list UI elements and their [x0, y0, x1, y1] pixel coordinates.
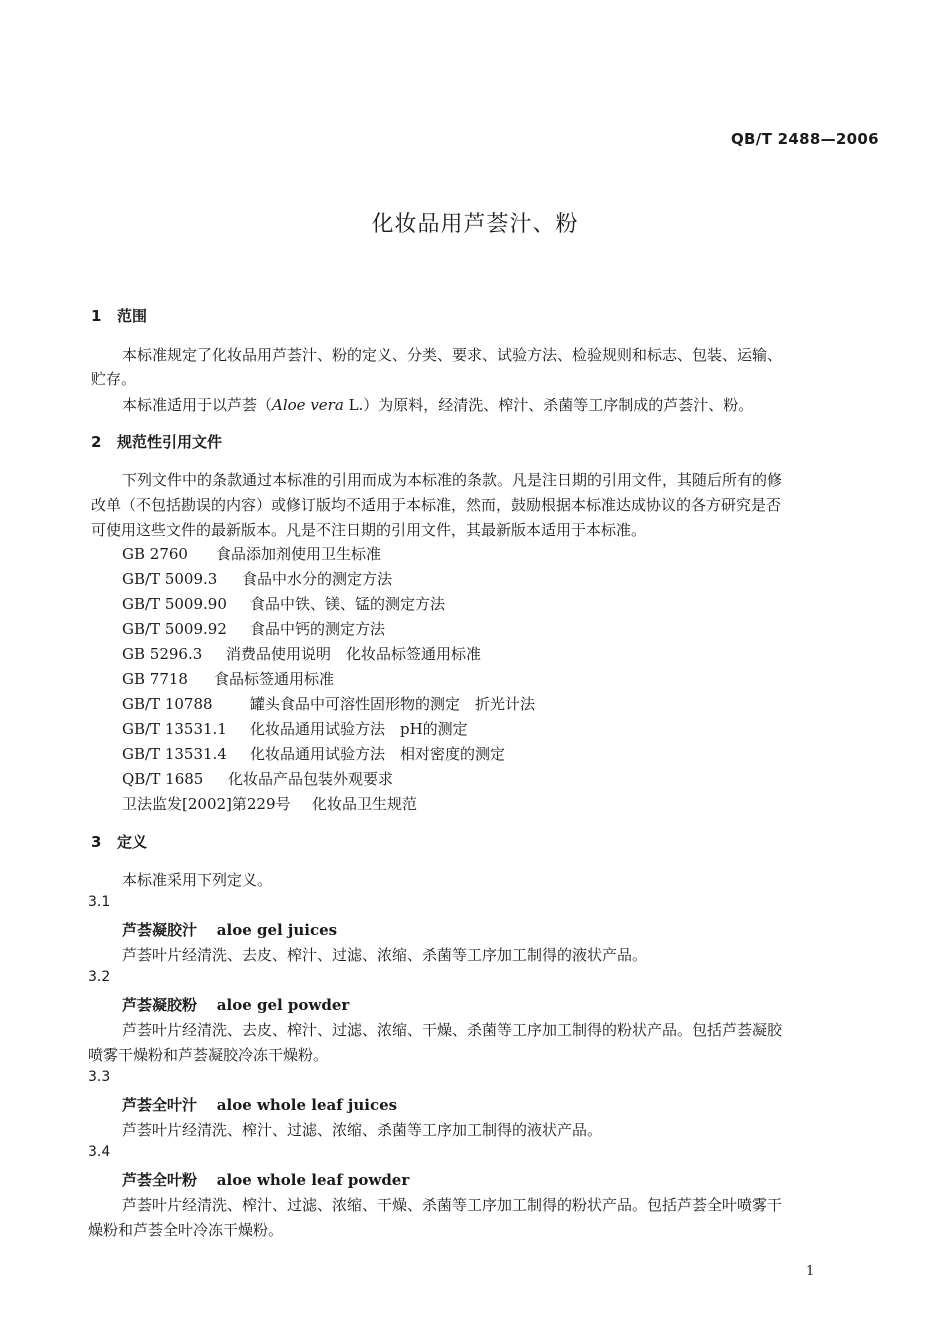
scope-para-2-text: 本标准适用于以芦荟（ [122, 396, 273, 414]
scope-para-2 [122, 393, 753, 418]
reference-code: GB/T 5009.90 [122, 595, 227, 613]
section-number: 1 [91, 307, 102, 325]
reference-code: GB/T 5009.92 [122, 620, 227, 638]
reference-title: 化妆品产品包装外观要求 [228, 770, 394, 788]
definition-number: 3.1 [88, 894, 111, 910]
reference-title: 消费品使用说明 化妆品标签通用标准 [226, 645, 482, 663]
reference-item [122, 793, 417, 814]
section-title: 范围 [117, 307, 148, 325]
reference-item [122, 768, 393, 789]
definition-text: 芦荟叶片经清洗、榨汁、过滤、浓缩、杀菌等工序加工制得的液状产品。 [122, 1121, 603, 1139]
definition-number: 3.2 [88, 969, 111, 985]
definition-text-cont: 喷雾干燥粉和芦荟凝胶冷冻干燥粉。 [88, 1046, 329, 1064]
section-number: 2 [91, 433, 102, 451]
reference-title: 食品中钙的测定方法 [250, 620, 386, 638]
definition-number: 3.3 [88, 1069, 111, 1085]
term-chinese: 芦荟凝胶汁 [122, 921, 198, 939]
reference-code: QB/T 1685 [122, 770, 204, 788]
reference-item [122, 743, 505, 764]
reference-item [122, 593, 445, 614]
definition-term [122, 918, 337, 943]
page-number: 1 [806, 1264, 815, 1279]
definition-text: 芦荟叶片经清洗、榨汁、过滤、浓缩、干燥、杀菌等工序加工制得的粉状产品。包括芦荟全叶喷雾干 [122, 1196, 783, 1214]
section-3-heading [91, 831, 147, 852]
scope-para-1-line-2: 贮存。 [91, 370, 137, 388]
reference-title: 食品中铁、镁、锰的测定方法 [250, 595, 446, 613]
refs-intro-line-3: 可使用这些文件的最新版本。凡是不注日期的引用文件，其最新版本适用于本标准。 [91, 521, 647, 539]
section-2-heading [91, 431, 222, 452]
reference-code: GB 7718 [122, 670, 188, 688]
reference-code: 卫法监发[2002]第229号 [122, 795, 291, 813]
reference-item [122, 618, 385, 639]
reference-title: 食品添加剂使用卫生标准 [216, 545, 382, 563]
reference-item [122, 693, 535, 714]
section-1-heading [91, 305, 147, 326]
term-english: aloe gel juices [216, 921, 338, 939]
reference-item [122, 718, 468, 739]
reference-title: 食品标签通用标准 [214, 670, 335, 688]
reference-item [122, 568, 392, 589]
reference-title: 化妆品通用试验方法 相对密度的测定 [250, 745, 506, 763]
term-english: aloe whole leaf powder [216, 1171, 410, 1189]
definition-term [122, 1093, 397, 1118]
term-chinese: 芦荟凝胶粉 [122, 996, 198, 1014]
scope-para-1-line-1: 本标准规定了化妆品用芦荟汁、粉的定义、分类、要求、试验方法、检验规则和标志、包装、运输、 [122, 346, 783, 364]
reference-code: GB/T 13531.1 [122, 720, 227, 738]
reference-code: GB 5296.3 [122, 645, 203, 663]
reference-code: GB/T 5009.3 [122, 570, 218, 588]
term-chinese: 芦荟全叶粉 [122, 1171, 198, 1189]
definition-number: 3.4 [88, 1144, 111, 1160]
reference-item [122, 668, 334, 689]
definition-text: 芦荟叶片经清洗、去皮、榨汁、过滤、浓缩、干燥、杀菌等工序加工制得的粉状产品。包括芦荟凝胶 [122, 1021, 783, 1039]
reference-code: GB/T 13531.4 [122, 745, 227, 763]
definition-term [122, 1168, 409, 1193]
reference-title: 食品中水分的测定方法 [242, 570, 393, 588]
section-title: 定义 [117, 833, 148, 851]
latin-name: Aloe vera [272, 396, 344, 414]
standard-code: QB/T 2488—2006 [731, 130, 879, 148]
term-english: aloe whole leaf juices [216, 1096, 398, 1114]
section-number: 3 [91, 833, 102, 851]
page-title: 化妆品用芦荟汁、粉 [371, 212, 579, 237]
definition-term [122, 993, 349, 1018]
scope-para-2-text-end: L.）为原料，经清洗、榨汁、杀菌等工序制成的芦荟汁、粉。 [343, 396, 754, 414]
definition-text: 芦荟叶片经清洗、去皮、榨汁、过滤、浓缩、杀菌等工序加工制得的液状产品。 [122, 946, 648, 964]
term-chinese: 芦荟全叶汁 [122, 1096, 198, 1114]
reference-title: 罐头食品中可溶性固形物的测定 折光计法 [250, 695, 536, 713]
reference-title: 化妆品卫生规范 [312, 795, 418, 813]
reference-code: GB/T 10788 [122, 695, 213, 713]
definitions-intro: 本标准采用下列定义。 [122, 871, 273, 889]
reference-title: 化妆品通用试验方法 pH的测定 [250, 720, 468, 738]
refs-intro-line-1: 下列文件中的条款通过本标准的引用而成为本标准的条款。凡是注日期的引用文件，其随后所有的修 [122, 471, 783, 489]
refs-intro-line-2: 改单（不包括勘误的内容）或修订版均不适用于本标准，然而，鼓励根据本标准达成协议的各方研究是否 [91, 496, 782, 514]
reference-item [122, 543, 381, 564]
reference-code: GB 2760 [122, 545, 188, 563]
term-english: aloe gel powder [216, 996, 350, 1014]
definition-text-cont: 燥粉和芦荟全叶冷冻干燥粉。 [88, 1221, 284, 1239]
section-title: 规范性引用文件 [117, 433, 223, 451]
reference-item [122, 643, 481, 664]
